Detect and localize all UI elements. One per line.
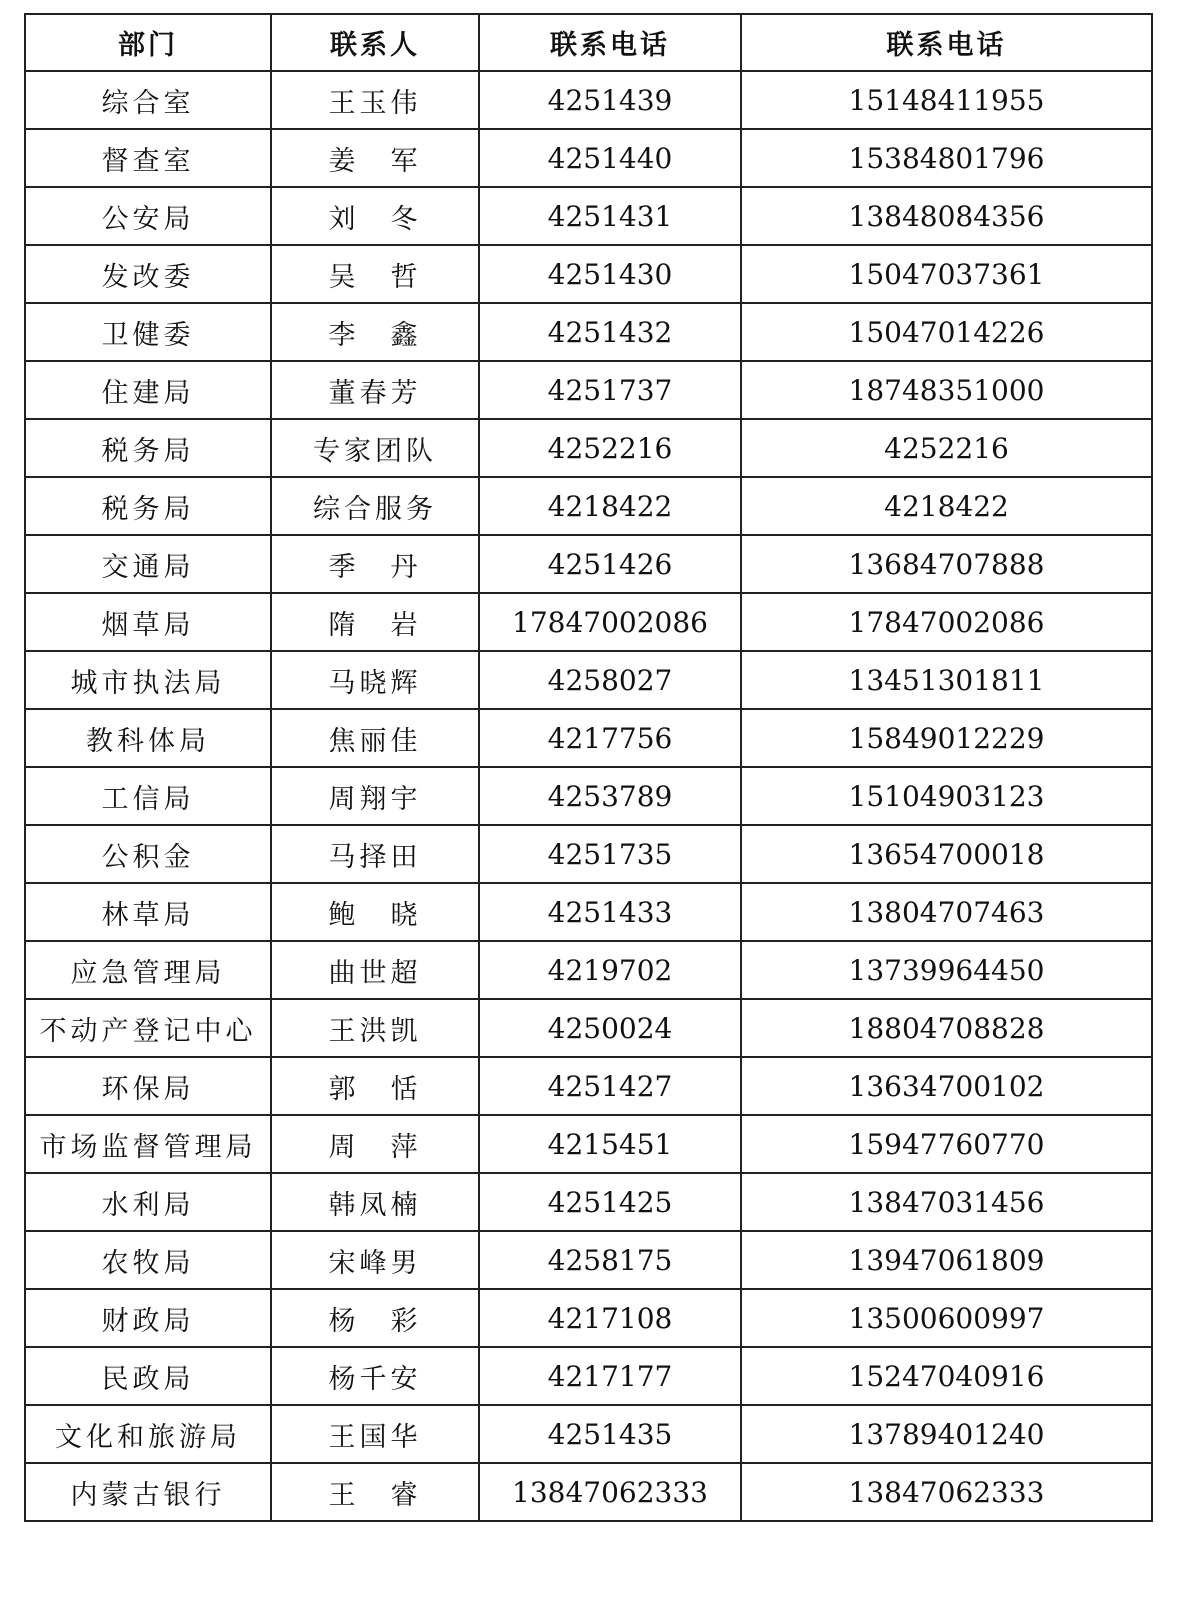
- mobile-cell: 17847002086: [741, 593, 1152, 651]
- mobile-cell: 13947061809: [741, 1231, 1152, 1289]
- department-cell: 市场监督管理局: [25, 1115, 271, 1173]
- table-row: [25, 999, 1152, 1057]
- department-cell: 财政局: [25, 1289, 271, 1347]
- contact-cell: 鲍 晓: [271, 883, 479, 941]
- phone-cell: 4215451: [479, 1115, 741, 1173]
- table-row: [25, 129, 1152, 187]
- table-row: [25, 1405, 1152, 1463]
- department-cell: 水利局: [25, 1173, 271, 1231]
- phone-cell: 4251425: [479, 1173, 741, 1231]
- contact-cell: 专家团队: [271, 419, 479, 477]
- contact-cell: 周翔宇: [271, 767, 479, 825]
- table-row: [25, 1115, 1152, 1173]
- department-cell: 文化和旅游局: [25, 1405, 271, 1463]
- mobile-cell: 18748351000: [741, 361, 1152, 419]
- phone-cell: 4251735: [479, 825, 741, 883]
- phone-cell: 4251426: [479, 535, 741, 593]
- phone-cell: 4253789: [479, 767, 741, 825]
- contact-cell: 杨 彩: [271, 1289, 479, 1347]
- contact-cell: 郭 恬: [271, 1057, 479, 1115]
- contact-cell: 王国华: [271, 1405, 479, 1463]
- department-cell: 交通局: [25, 535, 271, 593]
- contact-table: [24, 13, 1153, 1522]
- phone-cell: 4258027: [479, 651, 741, 709]
- table-row: [25, 825, 1152, 883]
- department-cell: 住建局: [25, 361, 271, 419]
- phone-cell: 4250024: [479, 999, 741, 1057]
- table-row: [25, 71, 1152, 129]
- mobile-cell: 15384801796: [741, 129, 1152, 187]
- contact-cell: 王 睿: [271, 1463, 479, 1521]
- contact-cell: 季 丹: [271, 535, 479, 593]
- table-row: [25, 941, 1152, 999]
- table-row: [25, 361, 1152, 419]
- contact-cell: 王玉伟: [271, 71, 479, 129]
- table-row: [25, 477, 1152, 535]
- table-row: [25, 535, 1152, 593]
- table-row: [25, 303, 1152, 361]
- table-row: [25, 419, 1152, 477]
- contact-cell: 马择田: [271, 825, 479, 883]
- department-cell: 公安局: [25, 187, 271, 245]
- department-cell: 教科体局: [25, 709, 271, 767]
- table-row: [25, 1347, 1152, 1405]
- table-body: [25, 71, 1152, 1521]
- phone-cell: 4251439: [479, 71, 741, 129]
- mobile-cell: 18804708828: [741, 999, 1152, 1057]
- department-cell: 内蒙古银行: [25, 1463, 271, 1521]
- phone-cell: 4251737: [479, 361, 741, 419]
- contact-cell: 董春芳: [271, 361, 479, 419]
- contact-cell: 李 鑫: [271, 303, 479, 361]
- header-department: 部门: [25, 14, 271, 71]
- phone-cell: 4218422: [479, 477, 741, 535]
- mobile-cell: 13739964450: [741, 941, 1152, 999]
- phone-cell: 13847062333: [479, 1463, 741, 1521]
- contact-cell: 吴 哲: [271, 245, 479, 303]
- mobile-cell: 13684707888: [741, 535, 1152, 593]
- contact-cell: 宋峰男: [271, 1231, 479, 1289]
- department-cell: 税务局: [25, 477, 271, 535]
- contact-cell: 杨千安: [271, 1347, 479, 1405]
- department-cell: 不动产登记中心: [25, 999, 271, 1057]
- department-cell: 综合室: [25, 71, 271, 129]
- header-contact: 联系人: [271, 14, 479, 71]
- department-cell: 税务局: [25, 419, 271, 477]
- mobile-cell: 15104903123: [741, 767, 1152, 825]
- contact-cell: 焦丽佳: [271, 709, 479, 767]
- mobile-cell: 15247040916: [741, 1347, 1152, 1405]
- phone-cell: 4251432: [479, 303, 741, 361]
- mobile-cell: 15849012229: [741, 709, 1152, 767]
- department-cell: 督查室: [25, 129, 271, 187]
- table-row: [25, 1173, 1152, 1231]
- mobile-cell: 4218422: [741, 477, 1152, 535]
- table-row: [25, 883, 1152, 941]
- department-cell: 工信局: [25, 767, 271, 825]
- contact-cell: 曲世超: [271, 941, 479, 999]
- phone-cell: 4217177: [479, 1347, 741, 1405]
- mobile-cell: 15947760770: [741, 1115, 1152, 1173]
- phone-cell: 4251427: [479, 1057, 741, 1115]
- department-cell: 公积金: [25, 825, 271, 883]
- phone-cell: 4251440: [479, 129, 741, 187]
- phone-cell: 4217756: [479, 709, 741, 767]
- phone-cell: 4219702: [479, 941, 741, 999]
- mobile-cell: 13500600997: [741, 1289, 1152, 1347]
- phone-cell: 4258175: [479, 1231, 741, 1289]
- department-cell: 农牧局: [25, 1231, 271, 1289]
- header-mobile: 联系电话: [741, 14, 1152, 71]
- department-cell: 卫健委: [25, 303, 271, 361]
- table-row: [25, 1231, 1152, 1289]
- mobile-cell: 13654700018: [741, 825, 1152, 883]
- contact-cell: 综合服务: [271, 477, 479, 535]
- mobile-cell: 13804707463: [741, 883, 1152, 941]
- mobile-cell: 13451301811: [741, 651, 1152, 709]
- table-row: [25, 767, 1152, 825]
- contact-cell: 姜 军: [271, 129, 479, 187]
- contact-cell: 刘 冬: [271, 187, 479, 245]
- department-cell: 应急管理局: [25, 941, 271, 999]
- table-row: [25, 187, 1152, 245]
- mobile-cell: 4252216: [741, 419, 1152, 477]
- mobile-cell: 13634700102: [741, 1057, 1152, 1115]
- table-row: [25, 709, 1152, 767]
- department-cell: 林草局: [25, 883, 271, 941]
- phone-cell: 4251433: [479, 883, 741, 941]
- department-cell: 烟草局: [25, 593, 271, 651]
- phone-cell: 4252216: [479, 419, 741, 477]
- contact-cell: 王洪凯: [271, 999, 479, 1057]
- table-row: [25, 1463, 1152, 1521]
- table-row: [25, 593, 1152, 651]
- phone-cell: 4251431: [479, 187, 741, 245]
- mobile-cell: 15047014226: [741, 303, 1152, 361]
- table-row: [25, 1057, 1152, 1115]
- mobile-cell: 13847031456: [741, 1173, 1152, 1231]
- header-row: [25, 14, 1152, 71]
- department-cell: 城市执法局: [25, 651, 271, 709]
- department-cell: 民政局: [25, 1347, 271, 1405]
- contact-cell: 隋 岩: [271, 593, 479, 651]
- phone-cell: 4251430: [479, 245, 741, 303]
- table-header: [25, 14, 1152, 71]
- department-cell: 环保局: [25, 1057, 271, 1115]
- phone-cell: 17847002086: [479, 593, 741, 651]
- mobile-cell: 13848084356: [741, 187, 1152, 245]
- contact-cell: 周 萍: [271, 1115, 479, 1173]
- table-row: [25, 651, 1152, 709]
- contact-cell: 马晓辉: [271, 651, 479, 709]
- table-row: [25, 1289, 1152, 1347]
- department-cell: 发改委: [25, 245, 271, 303]
- contact-sheet: [24, 13, 1153, 1522]
- contact-cell: 韩凤楠: [271, 1173, 479, 1231]
- table-row: [25, 245, 1152, 303]
- phone-cell: 4251435: [479, 1405, 741, 1463]
- mobile-cell: 13789401240: [741, 1405, 1152, 1463]
- mobile-cell: 15047037361: [741, 245, 1152, 303]
- phone-cell: 4217108: [479, 1289, 741, 1347]
- mobile-cell: 15148411955: [741, 71, 1152, 129]
- header-phone: 联系电话: [479, 14, 741, 71]
- mobile-cell: 13847062333: [741, 1463, 1152, 1521]
